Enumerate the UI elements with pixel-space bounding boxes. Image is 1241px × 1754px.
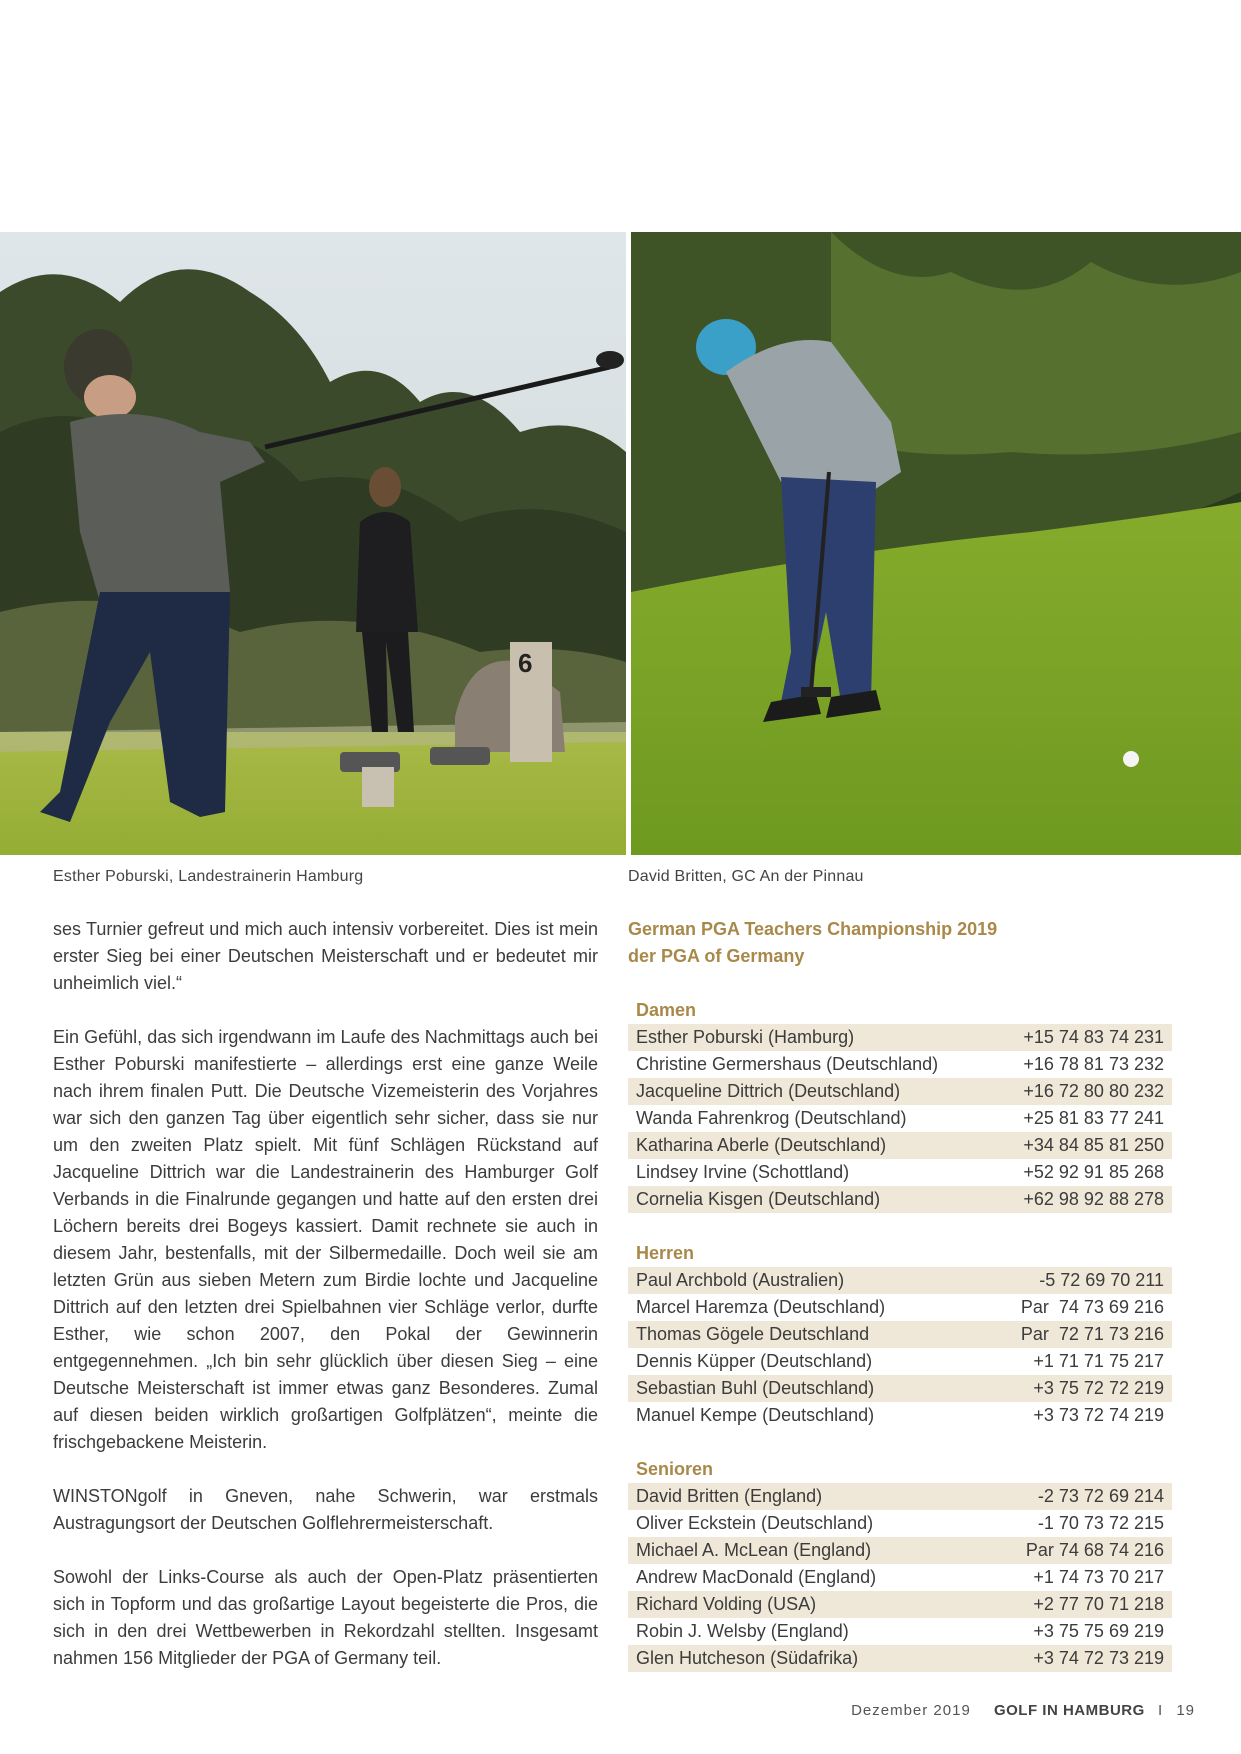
player-name: Michael A. McLean (England) bbox=[636, 1540, 872, 1560]
result-row bbox=[628, 1186, 1172, 1213]
player-score: +25 81 83 77 241 bbox=[1023, 1108, 1164, 1128]
player-score: -1 70 73 72 215 bbox=[1037, 1513, 1164, 1533]
article-paragraph: Sowohl der Links-Course als auch der Open-Platz präsentierten sich in Topform und das großartige Layout begeisterte die Pros, die sich in den drei Wettbewerben in Rekordzahl stellten. Insgesamt nahmen 156 Mitglieder der PGA of Germany teil. bbox=[53, 1567, 598, 1668]
player-name: Richard Volding (USA) bbox=[636, 1594, 817, 1614]
player-score: +34 84 85 81 250 bbox=[1023, 1135, 1164, 1155]
player-name: Wanda Fahrenkrog (Deutschland) bbox=[636, 1108, 907, 1128]
player-name: Esther Poburski (Hamburg) bbox=[636, 1027, 855, 1047]
player-name: Cornelia Kisgen (Deutschland) bbox=[636, 1189, 881, 1209]
result-row bbox=[628, 1078, 1172, 1105]
player-score: +1 71 71 75 217 bbox=[1033, 1351, 1164, 1371]
player-score: +52 92 91 85 268 bbox=[1023, 1162, 1164, 1182]
article-paragraph: Ein Gefühl, das sich irgendwann im Laufe des Nachmittags auch bei Esther Poburski manifestierte – allerdings erst eine ganze Weile nach ihrem finalen Putt. Die Deutsche Vizemeisterin des Vorjahres war sich den ganzen Tag über eigentlich sehr sicher, dass sie nur um den zweiten Platz spielt. Mit fünf Schlägen Rückstand auf Jacqueline Dittrich war die Landestrainerin des Hamburger Golf Verbands in die Finalrunde gegangen und hatte auf den ersten drei Löchern bereits drei Bogeys kassiert. Damit rechnete sie auch in diesem Jahr, bestenfalls, mit der Silbermedaille. Doch weil sie am letzten Grün aus sieben Metern zum Birdie lochte und Jacqueline Dittrich auf den letzten drei Spielbahnen vier Schläge verlor, durfte Esther, wie schon 2007, den Pokal der Gewinnerin entgegennehmen. „Ich bin sehr glücklich über diesen Sieg – eine Deutsche Meisterschaft ist immer etwas ganz Besonderes. Zumal auf diesen beiden wirklich großartigen Golfplätzen“, meinte die frischgebackene Meisterin. bbox=[53, 1027, 598, 1452]
player-name: Paul Archbold (Australien) bbox=[636, 1270, 845, 1290]
player-name: Katharina Aberle (Deutschland) bbox=[636, 1135, 887, 1155]
results-title: German PGA Teachers Championship 2019 bbox=[628, 919, 998, 939]
results-table bbox=[628, 916, 1172, 1672]
player-score: Par 72 71 73 216 bbox=[1020, 1324, 1164, 1344]
player-name: Thomas Gögele Deutschland bbox=[636, 1324, 870, 1344]
page-footer bbox=[851, 1702, 1195, 1719]
player-score: +1 74 73 70 217 bbox=[1033, 1567, 1164, 1587]
photo-esther-poburski bbox=[0, 232, 626, 855]
player-name: Manuel Kempe (Deutschland) bbox=[636, 1405, 875, 1425]
result-row bbox=[628, 1564, 1172, 1591]
player-name: Marcel Haremza (Deutschland) bbox=[636, 1297, 886, 1317]
result-row bbox=[628, 1051, 1172, 1078]
results-group-senioren bbox=[628, 1456, 1172, 1672]
player-name: Christine Germershaus (Deutschland) bbox=[636, 1054, 939, 1074]
result-row bbox=[628, 1132, 1172, 1159]
player-score: Par 74 73 69 216 bbox=[1020, 1297, 1164, 1317]
group-heading: Herren bbox=[636, 1243, 695, 1263]
player-score: +2 77 70 71 218 bbox=[1033, 1594, 1164, 1614]
player-score: +3 75 72 72 219 bbox=[1033, 1378, 1164, 1398]
player-name: David Britten (England) bbox=[636, 1486, 823, 1506]
footer-separator: I bbox=[1157, 1702, 1164, 1719]
player-name: Andrew MacDonald (England) bbox=[636, 1567, 877, 1587]
player-name: Glen Hutcheson (Südafrika) bbox=[636, 1648, 859, 1668]
player-score: +16 72 80 80 232 bbox=[1023, 1081, 1164, 1101]
player-score: Par 74 68 74 216 bbox=[1025, 1540, 1164, 1560]
putting-photo bbox=[631, 232, 1241, 855]
result-row bbox=[628, 1483, 1172, 1510]
player-name: Lindsey Irvine (Schottland) bbox=[636, 1162, 850, 1182]
player-score: +3 73 72 74 219 bbox=[1033, 1405, 1164, 1425]
results-subtitle: der PGA of Germany bbox=[628, 946, 805, 966]
result-row bbox=[628, 1402, 1172, 1429]
result-row bbox=[628, 1294, 1172, 1321]
result-row bbox=[628, 1645, 1172, 1672]
group-heading: Senioren bbox=[636, 1459, 714, 1479]
photo-caption-left: Esther Poburski, Landestrainerin Hamburg bbox=[53, 868, 364, 885]
article-paragraph: ses Turnier gefreut und mich auch intensiv vorbereitet. Dies ist mein erster Sieg bei einer Deutschen Meisterschaft und er bedeutet mir unheimlich viel.“ bbox=[53, 919, 598, 993]
result-row bbox=[628, 1024, 1172, 1051]
player-score: -2 73 72 69 214 bbox=[1037, 1486, 1164, 1506]
result-row bbox=[628, 1267, 1172, 1294]
player-score: +16 78 81 73 232 bbox=[1023, 1054, 1164, 1074]
player-score: +15 74 83 74 231 bbox=[1023, 1027, 1164, 1047]
page-number: 19 bbox=[1176, 1702, 1195, 1719]
player-name: Robin J. Welsby (England) bbox=[636, 1621, 849, 1641]
result-row bbox=[628, 1159, 1172, 1186]
result-row bbox=[628, 1321, 1172, 1348]
result-row bbox=[628, 1537, 1172, 1564]
article-paragraph: WINSTONgolf in Gneven, nahe Schwerin, war erstmals Austragungsort der Deutschen Golflehrermeisterschaft. bbox=[53, 1486, 598, 1533]
svg-text:6: 6 bbox=[518, 648, 533, 678]
photo-david-britten bbox=[631, 232, 1241, 855]
result-row bbox=[628, 1105, 1172, 1132]
player-name: Sebastian Buhl (Deutschland) bbox=[636, 1378, 875, 1398]
photo-caption-right: David Britten, GC An der Pinnau bbox=[628, 868, 864, 885]
results-group-herren bbox=[628, 1240, 1172, 1429]
player-score: +62 98 92 88 278 bbox=[1023, 1189, 1164, 1209]
player-name: Dennis Küpper (Deutschland) bbox=[636, 1351, 873, 1371]
magazine-name: GOLF IN HAMBURG bbox=[993, 1702, 1145, 1719]
player-score: +3 74 72 73 219 bbox=[1033, 1648, 1164, 1668]
result-row bbox=[628, 1618, 1172, 1645]
article-body bbox=[53, 916, 598, 1699]
issue-date: Dezember 2019 bbox=[851, 1702, 971, 1719]
result-row bbox=[628, 1510, 1172, 1537]
tee-shot-photo bbox=[0, 232, 626, 855]
player-score: -5 72 69 70 211 bbox=[1039, 1270, 1164, 1290]
results-group-damen bbox=[628, 997, 1172, 1213]
result-row bbox=[628, 1348, 1172, 1375]
result-row bbox=[628, 1591, 1172, 1618]
player-name: Oliver Eckstein (Deutschland) bbox=[636, 1513, 874, 1533]
group-heading: Damen bbox=[636, 1000, 697, 1020]
result-row bbox=[628, 1375, 1172, 1402]
player-score: +3 75 75 69 219 bbox=[1033, 1621, 1164, 1641]
player-name: Jacqueline Dittrich (Deutschland) bbox=[636, 1081, 901, 1101]
